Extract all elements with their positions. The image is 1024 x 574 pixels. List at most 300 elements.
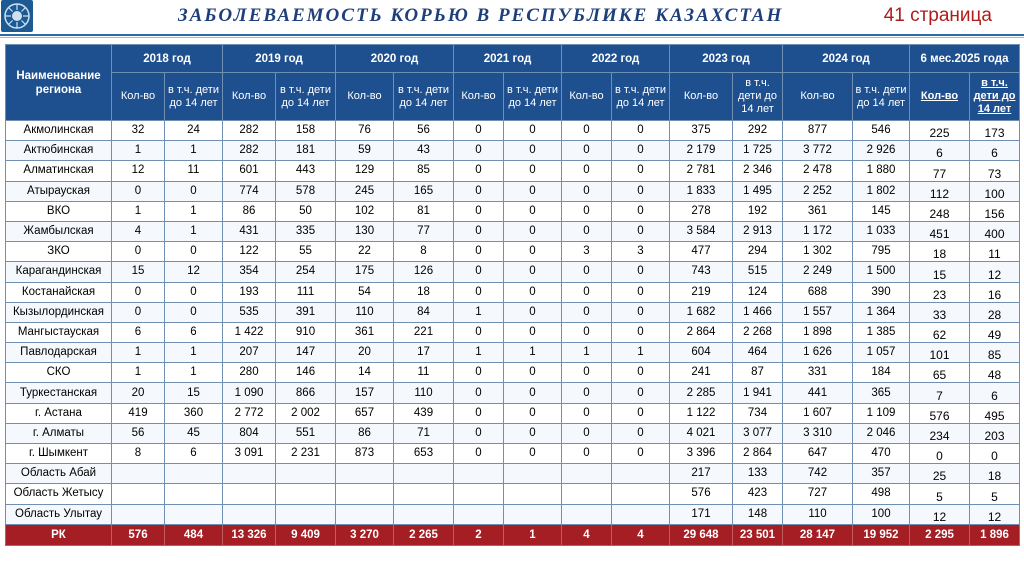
children-cell: 357	[853, 464, 910, 484]
count-cell: 15	[910, 262, 970, 282]
total-cell: 23 501	[733, 524, 783, 545]
children-cell: 12	[970, 504, 1020, 524]
count-cell: 1 090	[223, 383, 276, 403]
count-cell: 0	[562, 221, 612, 241]
children-cell: 56	[394, 121, 454, 141]
count-cell: 1 682	[670, 302, 733, 322]
children-cell: 48	[970, 363, 1020, 383]
children-cell: 1 725	[733, 141, 783, 161]
count-cell: 0	[562, 181, 612, 201]
children-cell: 795	[853, 242, 910, 262]
count-cell: 110	[783, 504, 853, 524]
count-cell: 77	[910, 161, 970, 181]
region-name: Мангыстауская	[6, 322, 112, 342]
count-cell: 0	[454, 181, 504, 201]
count-cell: 804	[223, 423, 276, 443]
children-cell: 0	[504, 262, 562, 282]
count-cell: 207	[223, 343, 276, 363]
count-cell: 248	[910, 201, 970, 221]
count-cell: 1 302	[783, 242, 853, 262]
region-name: ВКО	[6, 201, 112, 221]
count-cell: 225	[910, 121, 970, 141]
count-cell: 1	[112, 343, 165, 363]
children-cell: 0	[612, 383, 670, 403]
count-cell: 1 626	[783, 343, 853, 363]
children-cell: 0	[504, 221, 562, 241]
children-cell: 81	[394, 201, 454, 221]
total-cell: 1	[504, 524, 562, 545]
children-cell: 551	[276, 423, 336, 443]
count-cell: 431	[223, 221, 276, 241]
count-cell: 1 607	[783, 403, 853, 423]
count-cell: 1 172	[783, 221, 853, 241]
count-cell: 6	[910, 141, 970, 161]
count-cell: 688	[783, 282, 853, 302]
count-cell: 7	[910, 383, 970, 403]
children-cell: 515	[733, 262, 783, 282]
children-cell: 11	[165, 161, 223, 181]
children-cell: 360	[165, 403, 223, 423]
count-cell: 0	[562, 201, 612, 221]
count-cell: 14	[336, 363, 394, 383]
total-cell: 2	[454, 524, 504, 545]
count-cell: 1	[454, 343, 504, 363]
children-cell	[394, 504, 454, 524]
children-cell: 50	[276, 201, 336, 221]
count-cell: 56	[112, 423, 165, 443]
region-name: г. Астана	[6, 403, 112, 423]
children-cell: 0	[504, 383, 562, 403]
children-cell: 100	[853, 504, 910, 524]
table-row	[6, 322, 1020, 342]
count-cell: 657	[336, 403, 394, 423]
region-name: СКО	[6, 363, 112, 383]
count-cell: 441	[783, 383, 853, 403]
children-cell: 423	[733, 484, 783, 504]
children-cell	[165, 504, 223, 524]
children-cell: 470	[853, 444, 910, 464]
count-cell: 175	[336, 262, 394, 282]
children-cell: 292	[733, 121, 783, 141]
count-cell: 576	[670, 484, 733, 504]
children-subheader: в т.ч. дети до 14 лет	[853, 73, 910, 121]
children-cell: 15	[165, 383, 223, 403]
table-row	[6, 282, 1020, 302]
total-cell: 4	[612, 524, 670, 545]
total-cell: 29 648	[670, 524, 733, 545]
children-cell: 495	[970, 403, 1020, 423]
children-cell: 84	[394, 302, 454, 322]
count-cell: 3 772	[783, 141, 853, 161]
children-cell: 3	[612, 242, 670, 262]
table-row	[6, 262, 1020, 282]
count-cell	[562, 484, 612, 504]
region-name: Актюбинская	[6, 141, 112, 161]
region-name: Кызылординская	[6, 302, 112, 322]
children-cell: 0	[612, 444, 670, 464]
children-cell: 498	[853, 484, 910, 504]
children-cell	[504, 484, 562, 504]
count-cell: 2 252	[783, 181, 853, 201]
children-cell: 0	[504, 121, 562, 141]
region-name: Алматинская	[6, 161, 112, 181]
count-cell: 15	[112, 262, 165, 282]
children-cell	[165, 464, 223, 484]
children-cell: 6	[165, 322, 223, 342]
children-cell: 147	[276, 343, 336, 363]
count-cell: 12	[910, 504, 970, 524]
table-row	[6, 242, 1020, 262]
count-cell: 0	[562, 282, 612, 302]
count-cell: 23	[910, 282, 970, 302]
total-cell: 3 270	[336, 524, 394, 545]
table-row	[6, 444, 1020, 464]
count-cell: 0	[454, 121, 504, 141]
total-cell: 9 409	[276, 524, 336, 545]
count-cell: 157	[336, 383, 394, 403]
children-cell: 443	[276, 161, 336, 181]
count-cell: 0	[562, 383, 612, 403]
count-cell: 2 772	[223, 403, 276, 423]
table-row	[6, 181, 1020, 201]
count-cell: 3 310	[783, 423, 853, 443]
count-subheader: Кол-во	[910, 73, 970, 121]
children-cell: 1 802	[853, 181, 910, 201]
count-subheader: Кол-во	[336, 73, 394, 121]
children-cell: 2 346	[733, 161, 783, 181]
count-cell: 0	[454, 221, 504, 241]
region-name: Карагандинская	[6, 262, 112, 282]
table-row	[6, 383, 1020, 403]
children-cell	[165, 484, 223, 504]
table-row	[6, 423, 1020, 443]
children-cell: 1	[504, 343, 562, 363]
count-cell: 20	[336, 343, 394, 363]
table-row	[6, 343, 1020, 363]
count-cell: 1 898	[783, 322, 853, 342]
count-cell: 18	[910, 242, 970, 262]
total-cell: 484	[165, 524, 223, 545]
children-cell: 221	[394, 322, 454, 342]
count-cell: 0	[454, 201, 504, 221]
count-cell: 0	[562, 363, 612, 383]
children-cell: 1	[165, 141, 223, 161]
children-subheader: в т.ч. дети до 14 лет	[276, 73, 336, 121]
children-cell: 0	[504, 141, 562, 161]
children-cell: 133	[733, 464, 783, 484]
count-cell: 873	[336, 444, 394, 464]
children-cell: 173	[970, 121, 1020, 141]
count-cell: 129	[336, 161, 394, 181]
children-cell: 158	[276, 121, 336, 141]
count-cell: 122	[223, 242, 276, 262]
children-cell: 6	[165, 444, 223, 464]
children-cell: 6	[970, 141, 1020, 161]
children-cell: 400	[970, 221, 1020, 241]
table-row	[6, 302, 1020, 322]
count-cell: 217	[670, 464, 733, 484]
count-cell: 62	[910, 322, 970, 342]
children-cell: 910	[276, 322, 336, 342]
count-cell: 0	[454, 423, 504, 443]
children-cell: 2 002	[276, 403, 336, 423]
count-cell: 0	[562, 161, 612, 181]
children-cell: 1 033	[853, 221, 910, 241]
region-name: Область Абай	[6, 464, 112, 484]
year-header: 2019 год	[223, 45, 336, 73]
region-name: Акмолинская	[6, 121, 112, 141]
count-cell: 3 584	[670, 221, 733, 241]
children-cell: 866	[276, 383, 336, 403]
children-cell: 1	[165, 201, 223, 221]
count-cell: 171	[670, 504, 733, 524]
table-row	[6, 363, 1020, 383]
children-cell: 0	[612, 221, 670, 241]
count-cell: 20	[112, 383, 165, 403]
count-cell: 282	[223, 121, 276, 141]
count-cell: 282	[223, 141, 276, 161]
count-cell: 0	[562, 423, 612, 443]
measles-table	[5, 44, 1020, 546]
children-subheader: в т.ч. дети до 14 лет	[733, 73, 783, 121]
children-cell: 12	[970, 262, 1020, 282]
children-cell: 1 500	[853, 262, 910, 282]
count-cell: 130	[336, 221, 394, 241]
count-cell: 12	[112, 161, 165, 181]
year-header: 2018 год	[112, 45, 223, 73]
count-cell: 0	[454, 322, 504, 342]
children-cell: 0	[612, 403, 670, 423]
children-cell: 11	[970, 242, 1020, 262]
total-cell: 13 326	[223, 524, 276, 545]
children-cell: 0	[612, 322, 670, 342]
children-cell: 87	[733, 363, 783, 383]
children-cell: 1	[165, 343, 223, 363]
children-cell: 1 495	[733, 181, 783, 201]
children-cell: 148	[733, 504, 783, 524]
region-name: г. Алматы	[6, 423, 112, 443]
region-name: г. Шымкент	[6, 444, 112, 464]
children-cell: 0	[612, 161, 670, 181]
count-cell: 2 179	[670, 141, 733, 161]
children-cell: 6	[970, 383, 1020, 403]
count-cell: 535	[223, 302, 276, 322]
children-cell: 43	[394, 141, 454, 161]
count-cell: 0	[112, 282, 165, 302]
count-cell	[454, 464, 504, 484]
children-cell: 1	[165, 221, 223, 241]
count-cell	[454, 504, 504, 524]
children-cell: 11	[394, 363, 454, 383]
count-cell	[336, 504, 394, 524]
count-cell: 0	[454, 282, 504, 302]
children-cell: 17	[394, 343, 454, 363]
count-cell	[562, 464, 612, 484]
children-cell: 0	[165, 242, 223, 262]
count-cell: 4 021	[670, 423, 733, 443]
children-cell: 0	[612, 181, 670, 201]
count-cell: 727	[783, 484, 853, 504]
total-cell: 1 896	[970, 524, 1020, 545]
children-cell: 2 046	[853, 423, 910, 443]
count-cell: 76	[336, 121, 394, 141]
count-cell: 219	[670, 282, 733, 302]
table-row	[6, 121, 1020, 141]
count-cell: 65	[910, 363, 970, 383]
children-cell: 734	[733, 403, 783, 423]
count-cell: 0	[454, 141, 504, 161]
region-name: Жамбылская	[6, 221, 112, 241]
count-cell: 0	[562, 302, 612, 322]
table-row	[6, 201, 1020, 221]
children-cell: 578	[276, 181, 336, 201]
count-cell: 1	[112, 201, 165, 221]
count-cell: 2 864	[670, 322, 733, 342]
children-cell	[612, 464, 670, 484]
children-cell: 192	[733, 201, 783, 221]
count-cell: 375	[670, 121, 733, 141]
count-cell: 1 557	[783, 302, 853, 322]
count-cell: 245	[336, 181, 394, 201]
children-subheader: в т.ч. дети до 14 лет	[970, 73, 1020, 121]
region-name: Костанайская	[6, 282, 112, 302]
table-row	[6, 161, 1020, 181]
children-cell: 653	[394, 444, 454, 464]
children-cell: 1 941	[733, 383, 783, 403]
count-cell: 278	[670, 201, 733, 221]
count-cell: 354	[223, 262, 276, 282]
count-cell: 419	[112, 403, 165, 423]
children-cell: 18	[394, 282, 454, 302]
page-title: ЗАБОЛЕВАЕМОСТЬ КОРЬЮ В РЕСПУБЛИКЕ КАЗАХСТАН	[178, 5, 784, 26]
children-cell	[394, 464, 454, 484]
children-cell	[276, 504, 336, 524]
count-cell: 0	[454, 161, 504, 181]
children-cell: 71	[394, 423, 454, 443]
count-cell: 0	[112, 242, 165, 262]
count-cell: 4	[112, 221, 165, 241]
year-header: 2021 год	[454, 45, 562, 73]
count-cell	[336, 464, 394, 484]
count-cell: 451	[910, 221, 970, 241]
children-subheader: в т.ч. дети до 14 лет	[165, 73, 223, 121]
children-cell: 0	[504, 444, 562, 464]
children-cell	[612, 504, 670, 524]
count-cell: 234	[910, 423, 970, 443]
count-cell: 3	[562, 242, 612, 262]
children-cell: 5	[970, 484, 1020, 504]
count-cell: 86	[223, 201, 276, 221]
children-cell: 16	[970, 282, 1020, 302]
children-cell: 85	[394, 161, 454, 181]
count-cell: 8	[112, 444, 165, 464]
table-body	[6, 121, 1020, 525]
count-cell: 1	[562, 343, 612, 363]
children-cell: 203	[970, 423, 1020, 443]
children-cell: 0	[504, 201, 562, 221]
children-cell: 464	[733, 343, 783, 363]
total-cell: 4	[562, 524, 612, 545]
count-cell: 0	[910, 444, 970, 464]
children-cell: 391	[276, 302, 336, 322]
children-cell: 335	[276, 221, 336, 241]
children-cell: 1 466	[733, 302, 783, 322]
count-cell: 774	[223, 181, 276, 201]
children-cell: 1 880	[853, 161, 910, 181]
children-cell	[276, 484, 336, 504]
total-cell: 2 265	[394, 524, 454, 545]
children-cell: 181	[276, 141, 336, 161]
children-cell: 28	[970, 302, 1020, 322]
count-cell: 22	[336, 242, 394, 262]
count-cell: 0	[454, 242, 504, 262]
subheader-row	[6, 73, 1020, 121]
count-cell: 0	[562, 403, 612, 423]
count-cell	[336, 484, 394, 504]
children-cell: 100	[970, 181, 1020, 201]
total-cell: 576	[112, 524, 165, 545]
children-cell: 0	[504, 282, 562, 302]
count-cell: 86	[336, 423, 394, 443]
count-cell: 0	[454, 403, 504, 423]
count-cell	[562, 504, 612, 524]
count-cell: 877	[783, 121, 853, 141]
region-name: Атырауская	[6, 181, 112, 201]
year-header: 2024 год	[783, 45, 910, 73]
children-cell: 0	[165, 181, 223, 201]
children-cell	[394, 484, 454, 504]
count-cell: 2 478	[783, 161, 853, 181]
page-header	[0, 0, 1024, 34]
count-cell: 361	[783, 201, 853, 221]
count-cell: 1 122	[670, 403, 733, 423]
children-cell: 2 913	[733, 221, 783, 241]
region-column-header: Наименование региона	[6, 45, 112, 121]
count-cell: 601	[223, 161, 276, 181]
count-subheader: Кол-во	[454, 73, 504, 121]
count-cell: 361	[336, 322, 394, 342]
count-cell	[454, 484, 504, 504]
count-cell: 6	[112, 322, 165, 342]
children-cell: 73	[970, 161, 1020, 181]
count-cell: 1 833	[670, 181, 733, 201]
children-cell: 184	[853, 363, 910, 383]
children-cell: 0	[612, 423, 670, 443]
count-cell: 2 285	[670, 383, 733, 403]
children-cell: 0	[612, 282, 670, 302]
count-cell: 0	[454, 444, 504, 464]
children-cell: 3 077	[733, 423, 783, 443]
total-cell: 19 952	[853, 524, 910, 545]
count-subheader: Кол-во	[223, 73, 276, 121]
count-cell	[223, 484, 276, 504]
children-cell: 0	[612, 201, 670, 221]
children-cell: 2 926	[853, 141, 910, 161]
children-cell: 0	[504, 363, 562, 383]
year-header: 2022 год	[562, 45, 670, 73]
children-cell: 254	[276, 262, 336, 282]
count-cell	[223, 464, 276, 484]
count-cell: 0	[562, 444, 612, 464]
children-cell: 546	[853, 121, 910, 141]
year-header-row	[6, 45, 1020, 73]
region-name: Область Жетысу	[6, 484, 112, 504]
count-cell: 1	[112, 141, 165, 161]
children-cell: 390	[853, 282, 910, 302]
count-cell: 0	[562, 141, 612, 161]
children-cell: 0	[504, 403, 562, 423]
children-cell: 0	[504, 181, 562, 201]
